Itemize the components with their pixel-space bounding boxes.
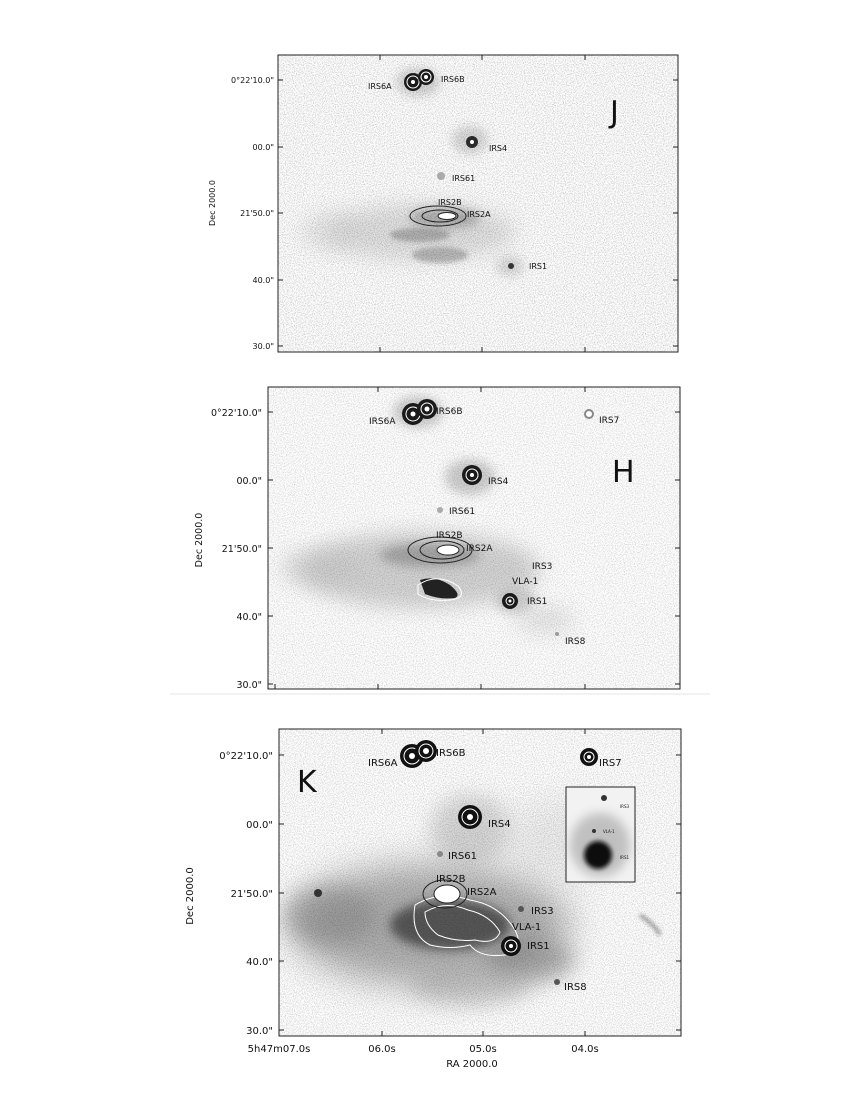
panel-h-ytick-3: 21'50.0" bbox=[221, 544, 262, 555]
panel-k-band-label: K bbox=[297, 765, 317, 800]
label-irs2b: IRS2B bbox=[436, 531, 463, 541]
panel-k-y-axis-label: Dec 2000.0 bbox=[185, 867, 196, 925]
label-irs61: IRS61 bbox=[452, 174, 476, 183]
label-irs2b: IRS2B bbox=[438, 198, 462, 207]
label-irs1: IRS1 bbox=[527, 597, 548, 607]
panel-j-ytick-5: 30.0" bbox=[252, 342, 274, 351]
panel-h-ytick-4: 40.0" bbox=[236, 612, 262, 623]
label-irs4: IRS4 bbox=[488, 819, 511, 830]
label-irs8: IRS8 bbox=[565, 637, 586, 647]
panel-h-y-axis-label: Dec 2000.0 bbox=[194, 512, 205, 568]
panel-k-ytick-4: 40.0" bbox=[246, 957, 273, 968]
label-irs6a: IRS6A bbox=[369, 417, 396, 427]
label-irs61: IRS61 bbox=[448, 851, 477, 862]
label-irs6b: IRS6B bbox=[441, 75, 465, 84]
inset-label-vla-1: VLA-1 bbox=[603, 829, 615, 834]
panel-h-image bbox=[268, 387, 680, 689]
panel-h-ytick-1: 0°22'10.0" bbox=[210, 408, 262, 419]
x-axis-label: RA 2000.0 bbox=[446, 1059, 498, 1070]
label-irs7: IRS7 bbox=[599, 416, 620, 426]
panel-j-ytick-4: 40.0" bbox=[252, 276, 274, 285]
label-vla-1: VLA-1 bbox=[512, 922, 542, 933]
label-irs6a: IRS6A bbox=[368, 758, 398, 769]
panel-h-ytick-5: 30.0" bbox=[236, 680, 262, 691]
panel-h bbox=[194, 387, 680, 691]
label-irs8: IRS8 bbox=[564, 982, 587, 993]
panel-k-inset bbox=[566, 787, 635, 882]
panel-k-ytick-2: 00.0" bbox=[246, 820, 273, 831]
panel-k bbox=[185, 729, 681, 1070]
inset-label-irs3: IRS3 bbox=[620, 804, 630, 809]
inset-label-irs1: IRS1 bbox=[620, 855, 630, 860]
panel-k-ytick-5: 30.0" bbox=[246, 1026, 273, 1037]
label-irs2a: IRS2A bbox=[467, 887, 497, 898]
panel-j-ytick-3: 21'50.0" bbox=[240, 209, 274, 218]
panel-j-ytick-2: 00.0" bbox=[252, 143, 274, 152]
panel-h-band-label: H bbox=[612, 455, 635, 490]
panel-j bbox=[208, 55, 678, 352]
panel-k-xtick-4: 04.0s bbox=[571, 1044, 599, 1055]
label-irs4: IRS4 bbox=[489, 144, 508, 153]
label-irs2a: IRS2A bbox=[466, 544, 493, 554]
label-irs2a: IRS2A bbox=[467, 210, 491, 219]
panel-k-ytick-1: 0°22'10.0" bbox=[219, 751, 273, 762]
panel-k-ytick-3: 21'50.0" bbox=[230, 889, 273, 900]
label-irs3: IRS3 bbox=[532, 562, 553, 572]
label-irs1: IRS1 bbox=[527, 941, 550, 952]
label-irs2b: IRS2B bbox=[436, 874, 466, 885]
label-irs6a: IRS6A bbox=[368, 82, 392, 91]
panel-h-ytick-2: 00.0" bbox=[236, 476, 262, 487]
panel-k-xtick-3: 05.0s bbox=[469, 1044, 497, 1055]
label-vla-1: VLA-1 bbox=[512, 577, 539, 587]
label-irs6b: IRS6B bbox=[436, 748, 466, 759]
label-irs7: IRS7 bbox=[599, 758, 622, 769]
panel-j-y-axis-label: Dec 2000.0 bbox=[208, 179, 217, 227]
label-irs1: IRS1 bbox=[529, 262, 548, 271]
panel-j-ytick-1: 0°22'10.0" bbox=[231, 76, 274, 85]
panel-j-band-label: J bbox=[610, 95, 619, 130]
panel-k-xtick-2: 06.0s bbox=[368, 1044, 396, 1055]
label-irs3: IRS3 bbox=[531, 906, 554, 917]
label-irs6b: IRS6B bbox=[436, 407, 463, 417]
label-irs61: IRS61 bbox=[449, 507, 476, 517]
label-irs4: IRS4 bbox=[488, 477, 509, 487]
panel-k-xtick-1: 5h47m07.0s bbox=[247, 1044, 311, 1055]
